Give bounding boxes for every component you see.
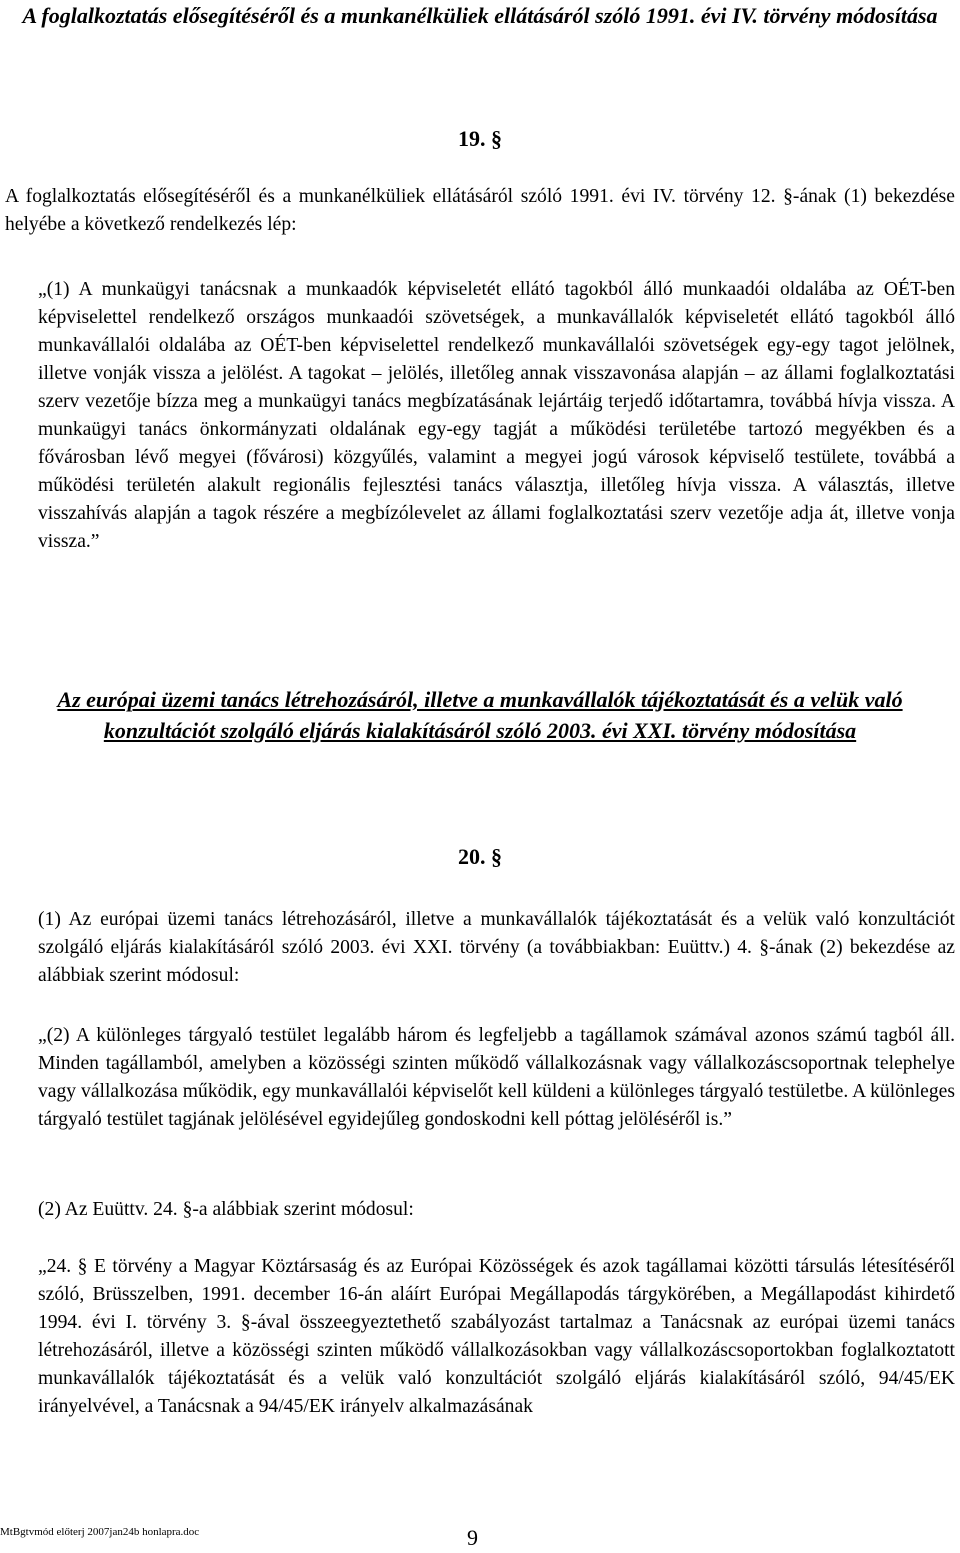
section-20-paragraph-2: (2) Az Euüttv. 24. §-a alábbiak szerint módosul: bbox=[38, 1199, 414, 1220]
section-title-2: Az európai üzemi tanács létrehozásáról, illetve a munkavállalók tájékoztatását és a velük való konzultációt szolgáló eljárás kialakításáról szóló 2003. évi XXI. törvény módosítása bbox=[57, 687, 903, 743]
footer-page-number: 9 bbox=[467, 1525, 478, 1550]
section-19-intro: A foglalkoztatás elősegítéséről és a munkanélküliek ellátásáról szóló 1991. évi IV. törvény 12. §-ának (1) bekezdése helyébe a következő rendelkezés lép: bbox=[5, 186, 955, 235]
section-number-20: 20. § bbox=[458, 844, 502, 869]
section-number-19: 19. § bbox=[458, 126, 502, 151]
section-20-paragraph-1: (1) Az európai üzemi tanács létrehozásáról, illetve a munkavállalók tájékoztatását és a velük való konzultációt szolgáló eljárás kialakításáról szóló 2003. évi XXI. törvény (a továbbiakban: Euüttv.) 4. §-ának (2) bekezdése az alábbiak szerint módosul: bbox=[38, 909, 955, 986]
section-19-quote: „(1) A munkaügyi tanácsnak a munkaadók képviseletét ellátó tagokból álló munkaadói oldalába az OÉT-ben képviselettel rendelkező országos munkaadói szövetségek, a munkavállalók képviseletét ellátó tagokból álló munkavállalói oldalába az OÉT-ben képviselettel rendelkező munkavállalói szövetségek egy-egy tagot jelölnek, illetve vonják vissza a jelölést. A tagokat – jelölés, illetőleg annak visszavonása alapján – az állami foglalkoztatási szerv vezetője bízza meg a munkaügyi tanács megbízatásának lejártáig terjedő időtartamra, továbbá hívja vissza. A munkaügyi tanács önkormányzati oldalának egy-egy tagját a működési területébe tartozó megyékben és a fővárosban lévő megyei (fővárosi) közgyűlés, valamint a megyei jogú városok képviselő testülete, továbbá a működési területén alakult regionális fejlesztési tanács választja, illetőleg hívja vissza. A választás, illetve visszahívás alapján a tagok részére a megbízólevelet az állami foglalkoztatási szerv vezetője adja át, illetve vonja vissza.” bbox=[38, 279, 955, 552]
footer-filename: MtBgtvmód előterj 2007jan24b honlapra.doc bbox=[0, 1526, 200, 1538]
section-20-quote-1: „(2) A különleges tárgyaló testület legalább három és legfeljebb a tagállamok számával azonos számú tagból áll. Minden tagállamból, amelyben a közösségi szinten működő vállalkozásnak vagy vállalkozáscsoportnak telephelye vagy vállalkozása működik, egy munkavállalói képviselőt kell küldeni a különleges tárgyaló testületbe. A különleges tárgyaló testület tagjának jelölésével egyidejűleg gondoskodni kell póttag jelöléséről is.” bbox=[38, 1025, 955, 1130]
section-20-quote-2: „24. § E törvény a Magyar Köztársaság és az Európai Közösségek és azok tagállamai közötti társulás létesítéséről szóló, Brüsszelben, 1991. december 16-án aláírt Európai Megállapodás tárgykörében, a Megállapodást kihirdető 1994. évi I. törvény 3. §-ával összeegyeztethető szabályozást tartalmaz a Tanácsnak az európai üzemi tanács létrehozásáról, illetve a közösségi szinten működő vállalkozásokban vagy vállalkozáscsoportokban foglalkoztatott munkavállalók tájékoztatását és a velük való konzultációt szolgáló eljárás kialakításáról szóló, 94/45/EK irányelvével, a Tanácsnak a 94/45/EK irányelv alkalmazásának bbox=[38, 1256, 955, 1417]
document-page bbox=[5, 0, 955, 1553]
section-title-1: A foglalkoztatás elősegítéséről és a munkanélküliek ellátásáról szóló 1991. évi IV. törvény módosítása bbox=[22, 3, 938, 28]
